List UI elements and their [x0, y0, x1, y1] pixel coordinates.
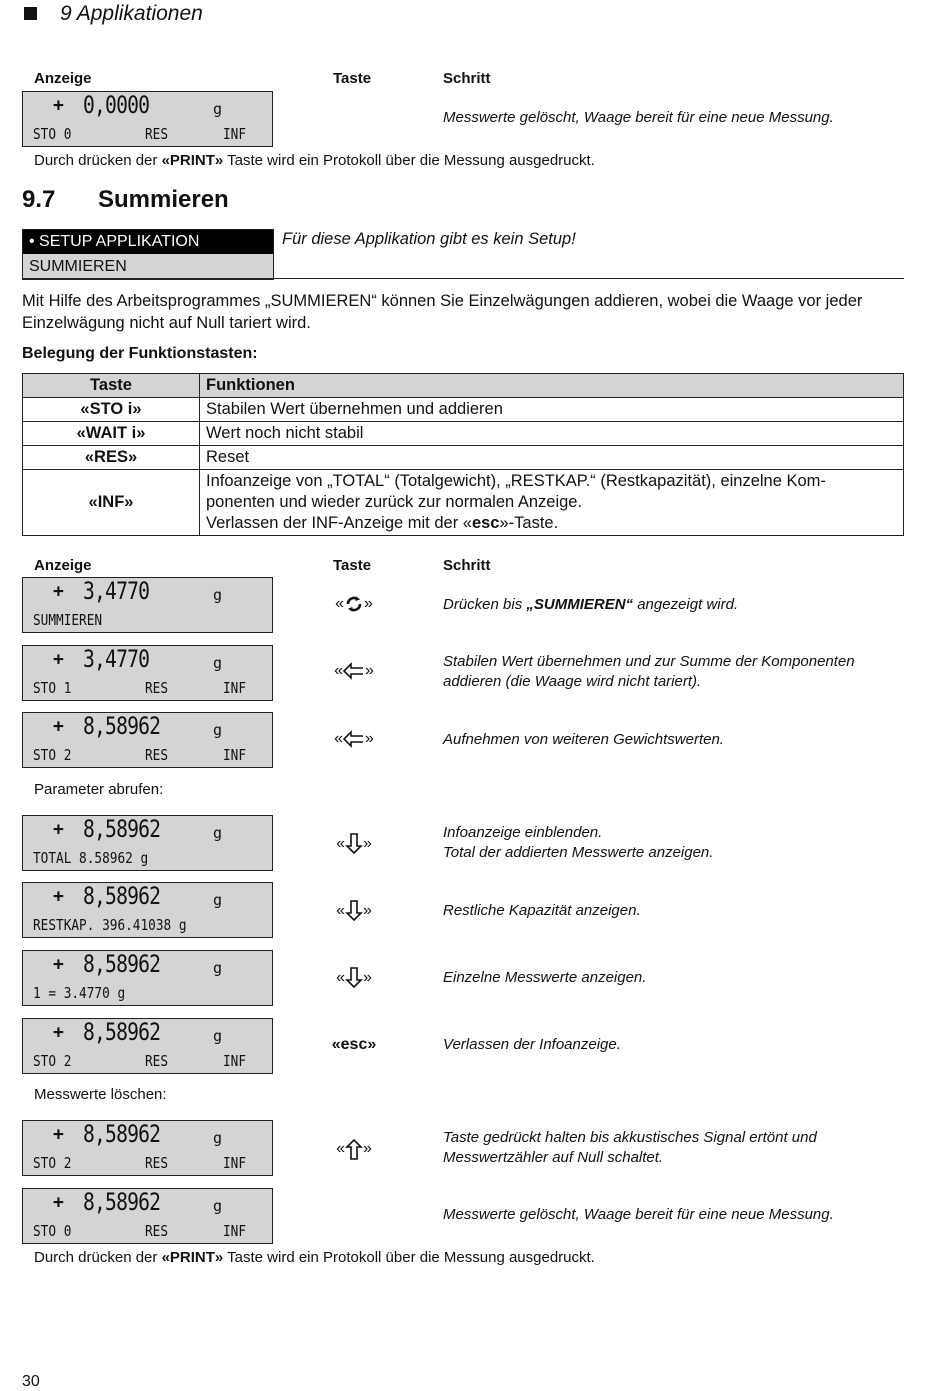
key-down-arrow: « »: [300, 967, 408, 989]
lcd-sign: +: [53, 95, 64, 116]
section-heading: [22, 186, 229, 214]
lcd-unit: g: [213, 654, 223, 672]
lcd-sign: +: [53, 649, 64, 670]
lcd-sign: +: [53, 716, 64, 737]
lcd-softkey-2: RES: [145, 125, 169, 143]
step-text-bold: „SUMMIEREN“: [526, 596, 634, 613]
lcd-display: [22, 645, 273, 701]
lcd-sign: +: [53, 581, 64, 602]
step-text: Stabilen Wert übernehmen und zur Summe der Komponenten addieren (die Waage wird nicht tariert).: [443, 653, 855, 690]
up-arrow-icon: [345, 1138, 363, 1160]
lcd-value: 8,58962: [83, 1018, 161, 1046]
step-text-part: angezeigt wird.: [633, 596, 739, 613]
step-text: Einzelne Messwerte anzeigen.: [443, 969, 647, 986]
step-text: Restliche Kapazität anzeigen.: [443, 902, 641, 919]
print-note-key: «PRINT»: [161, 1249, 224, 1266]
lcd-softkey-2: RES: [145, 746, 169, 764]
esc-key-label: esc: [471, 514, 500, 532]
table-head-function: Funktionen: [200, 374, 904, 398]
lcd-value: 3,4770: [83, 645, 150, 673]
col-taste-header: Taste: [333, 557, 372, 574]
lcd-display: [22, 950, 273, 1006]
table-row: [23, 398, 904, 422]
lcd-softkey-2: RES: [145, 1154, 169, 1172]
lcd-softkey-2: RES: [145, 679, 169, 697]
lcd-status-line: SUMMIEREN: [33, 611, 103, 629]
belegung-heading: Belegung der Funktionstasten:: [22, 345, 258, 362]
lcd-display: [22, 712, 273, 768]
lcd-unit: g: [213, 586, 223, 604]
lcd-status-line: TOTAL 8.58962 g: [33, 849, 149, 867]
lcd-display: [22, 1188, 273, 1244]
table-cell-function: Reset: [200, 446, 904, 470]
setup-note: Für diese Applikation gibt es kein Setup!: [282, 230, 576, 248]
table-cell-line: ponenten und wieder zurück zur normalen Anzeige.: [206, 493, 583, 511]
lcd-sign: +: [53, 1124, 64, 1145]
lcd-sign: +: [53, 819, 64, 840]
lcd-softkey-2: RES: [145, 1052, 169, 1070]
intro-paragraph: Mit Hilfe des Arbeitsprogrammes „SUMMIEREN“ können Sie Einzelwägungen addieren, wobei die Waage vor jeder Einzelwägung nicht auf Null tariert wird.: [22, 292, 863, 332]
col-taste-header: Taste: [333, 70, 372, 87]
step-text: Messwerte gelöscht, Waage bereit für eine neue Messung.: [443, 109, 834, 126]
step-text: [443, 823, 913, 863]
clear-label: Messwerte löschen:: [34, 1086, 167, 1103]
step-text: Aufnehmen von weiteren Gewichtswerten.: [443, 731, 724, 748]
lcd-value: 0,0000: [83, 91, 150, 119]
key-down-arrow: « »: [300, 833, 408, 855]
table-cell-key: «STO i»: [23, 398, 200, 422]
section-title: Summieren: [98, 186, 229, 213]
lcd-value: 8,58962: [83, 815, 161, 843]
lcd-softkey-3: INF: [223, 746, 247, 764]
table-row: [23, 470, 904, 536]
lcd-display: [22, 577, 273, 633]
lcd-softkey-3: INF: [223, 125, 247, 143]
header-square-icon: [24, 7, 37, 20]
lcd-unit: g: [213, 1197, 223, 1215]
print-note: [34, 152, 595, 169]
step-text-line: Total der addierten Messwerte anzeigen.: [443, 844, 714, 861]
key-esc: «esc»: [331, 1036, 377, 1053]
table-cell-text: »-Taste.: [499, 514, 559, 532]
print-note: [34, 1249, 595, 1266]
step-text-line: Infoanzeige einblenden.: [443, 824, 603, 841]
setup-box-item: SUMMIEREN: [23, 254, 273, 279]
lcd-display: [22, 815, 273, 871]
lcd-value: 8,58962: [83, 712, 161, 740]
key-left-arrow: « »: [334, 730, 374, 748]
lcd-softkey-2: RES: [145, 1222, 169, 1240]
lcd-display: [22, 1120, 273, 1176]
lcd-unit: g: [213, 959, 223, 977]
table-cell-key: «INF»: [23, 470, 200, 536]
lcd-softkey-3: INF: [223, 1052, 247, 1070]
lcd-status-line: RESTKAP. 396.41038 g: [33, 916, 187, 934]
table-cell-line: Infoanzeige von „TOTAL“ (Totalgewicht), „RESTKAP.“ (Restkapazität), einzelne Kom-: [206, 472, 826, 490]
page-number: 30: [22, 1373, 40, 1390]
lcd-softkey-1: STO 2: [33, 1052, 72, 1070]
lcd-softkey-1: STO 0: [33, 125, 72, 143]
print-note-pre: Durch drücken der: [34, 1249, 162, 1266]
lcd-display: [22, 882, 273, 938]
col-anzeige-header: Anzeige: [34, 70, 92, 87]
lcd-value: 3,4770: [83, 577, 150, 605]
lcd-unit: g: [213, 891, 223, 909]
lcd-value: 8,58962: [83, 1188, 161, 1216]
col-anzeige-header: Anzeige: [34, 557, 92, 574]
table-row: [23, 446, 904, 470]
section-number: 9.7: [22, 186, 56, 213]
step-text: Taste gedrückt halten bis akkustisches Signal ertönt und Messwertzähler auf Null schaltet.: [443, 1129, 817, 1166]
lcd-display: [22, 1018, 273, 1074]
lcd-softkey-3: INF: [223, 1222, 247, 1240]
table-cell-text: Verlassen der INF-Anzeige mit der «: [206, 514, 472, 532]
page-header-title: 9 Applikationen: [60, 2, 203, 25]
lcd-unit: g: [213, 1027, 223, 1045]
lcd-status-line: 1 = 3.4770 g: [33, 984, 126, 1002]
lcd-softkey-3: INF: [223, 1154, 247, 1172]
function-key-table: [22, 373, 904, 536]
cycle-icon: [344, 594, 364, 614]
lcd-softkey-1: STO 2: [33, 746, 72, 764]
key-up-arrow: « »: [300, 1138, 408, 1160]
lcd-unit: g: [213, 824, 223, 842]
print-note-pre: Durch drücken der: [34, 152, 162, 169]
left-arrow-icon: [343, 662, 365, 680]
table-cell-key: «RES»: [23, 446, 200, 470]
table-head-key: Taste: [23, 374, 200, 398]
print-note-post: Taste wird ein Protokoll über die Messung ausgedruckt.: [223, 152, 595, 169]
setup-box: [22, 229, 274, 280]
col-schritt-header: Schritt: [443, 70, 491, 87]
table-cell-function: Stabilen Wert übernehmen und addieren: [200, 398, 904, 422]
down-arrow-icon: [345, 900, 363, 922]
print-note-post: Taste wird ein Protokoll über die Messung ausgedruckt.: [223, 1249, 595, 1266]
table-cell-line: [206, 513, 897, 534]
key-cycle: « »: [335, 595, 373, 613]
step-text: Messwerte gelöscht, Waage bereit für eine neue Messung.: [443, 1206, 834, 1223]
divider: [22, 278, 904, 279]
step-text: Verlassen der Infoanzeige.: [443, 1036, 621, 1053]
table-cell-function: Wert noch nicht stabil: [200, 422, 904, 446]
down-arrow-icon: [345, 967, 363, 989]
lcd-value: 8,58962: [83, 950, 161, 978]
step-text: [443, 595, 913, 615]
lcd-unit: g: [213, 1129, 223, 1147]
key-left-arrow: « »: [334, 662, 374, 680]
print-note-key: «PRINT»: [161, 152, 224, 169]
table-row: [23, 422, 904, 446]
table-cell-key: «WAIT i»: [23, 422, 200, 446]
key-down-arrow: « »: [300, 900, 408, 922]
lcd-sign: +: [53, 886, 64, 907]
lcd-softkey-1: STO 1: [33, 679, 72, 697]
left-arrow-icon: [343, 730, 365, 748]
lcd-unit: g: [213, 100, 223, 118]
down-arrow-icon: [345, 833, 363, 855]
lcd-sign: +: [53, 1022, 64, 1043]
param-label: Parameter abrufen:: [34, 781, 164, 798]
lcd-value: 8,58962: [83, 882, 161, 910]
lcd-value: 8,58962: [83, 1120, 161, 1148]
col-schritt-header: Schritt: [443, 557, 491, 574]
lcd-unit: g: [213, 721, 223, 739]
step-text-part: Drücken bis: [443, 596, 527, 613]
table-header-row: [23, 374, 904, 398]
setup-box-title: • SETUP APPLIKATION: [23, 230, 273, 254]
lcd-softkey-1: STO 2: [33, 1154, 72, 1172]
lcd-display: [22, 91, 273, 147]
lcd-sign: +: [53, 1192, 64, 1213]
table-cell-function: [200, 470, 904, 536]
lcd-softkey-3: INF: [223, 679, 247, 697]
lcd-softkey-1: STO 0: [33, 1222, 72, 1240]
lcd-sign: +: [53, 954, 64, 975]
